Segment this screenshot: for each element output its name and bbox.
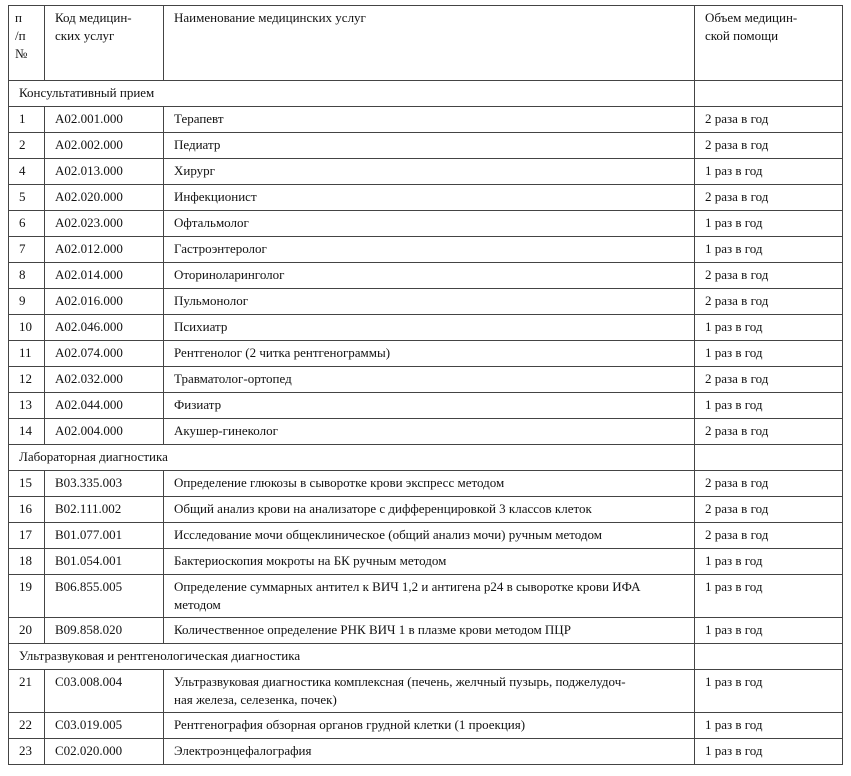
cell-code: A02.002.000 [45,133,164,159]
cell-num: 5 [9,185,45,211]
cell-code: A02.032.000 [45,367,164,393]
cell-volume: 2 раза в год [695,289,843,315]
section-empty-cell [695,445,843,471]
cell-num: 18 [9,549,45,575]
table-row [9,107,843,133]
cell-num: 10 [9,315,45,341]
cell-num: 14 [9,419,45,445]
cell-name: Хирург [164,159,695,185]
cell-volume: 1 раз в год [695,315,843,341]
section-row [9,81,843,107]
table-row [9,185,843,211]
cell-name: Психиатр [164,315,695,341]
section-empty-cell [695,644,843,670]
table-row [9,618,843,644]
table-row [9,341,843,367]
cell-num: 9 [9,289,45,315]
cell-name: Акушер-гинеколог [164,419,695,445]
cell-name: Определение глюкозы в сыворотке крови экспресс методом [164,471,695,497]
cell-num: 20 [9,618,45,644]
cell-volume: 1 раз в год [695,341,843,367]
cell-volume: 2 раза в год [695,263,843,289]
header-name: Наименование медицинских услуг [164,6,695,81]
cell-name: Ультразвуковая диагностика комплексная (печень, желчный пузырь, поджелудоч- ная железа, селезенка, почек) [164,670,695,713]
table-row [9,471,843,497]
section-title: Лабораторная диагностика [9,445,695,471]
table-row [9,211,843,237]
cell-name: Количественное определение РНК ВИЧ 1 в плазме крови методом ПЦР [164,618,695,644]
section-title: Ультразвуковая и рентгенологическая диагностика [9,644,695,670]
cell-volume: 2 раза в год [695,419,843,445]
cell-volume: 1 раз в год [695,393,843,419]
cell-num: 12 [9,367,45,393]
cell-volume: 2 раза в год [695,523,843,549]
cell-num: 13 [9,393,45,419]
cell-code: A02.012.000 [45,237,164,263]
table-row [9,367,843,393]
cell-code: A02.074.000 [45,341,164,367]
cell-name: Рентгенолог (2 читка рентгенограммы) [164,341,695,367]
cell-code: B03.335.003 [45,471,164,497]
table-row [9,497,843,523]
header-num: п /п № [9,6,45,81]
cell-name: Гастроэнтеролог [164,237,695,263]
section-row [9,644,843,670]
table-row [9,419,843,445]
cell-name: Бактериоскопия мокроты на БК ручным методом [164,549,695,575]
cell-num: 4 [9,159,45,185]
cell-volume: 1 раз в год [695,618,843,644]
cell-name: Терапевт [164,107,695,133]
cell-code: B01.054.001 [45,549,164,575]
cell-code: A02.001.000 [45,107,164,133]
cell-num: 21 [9,670,45,713]
cell-num: 1 [9,107,45,133]
table-row [9,549,843,575]
cell-volume: 2 раза в год [695,497,843,523]
cell-code: A02.016.000 [45,289,164,315]
cell-code: A02.013.000 [45,159,164,185]
cell-volume: 1 раз в год [695,549,843,575]
cell-volume: 1 раз в год [695,670,843,713]
section-row [9,445,843,471]
table-row [9,133,843,159]
cell-code: A02.044.000 [45,393,164,419]
cell-num: 6 [9,211,45,237]
cell-num: 11 [9,341,45,367]
cell-num: 17 [9,523,45,549]
cell-code: A02.004.000 [45,419,164,445]
cell-name: Оториноларинголог [164,263,695,289]
cell-name: Инфекционист [164,185,695,211]
cell-volume: 1 раз в год [695,211,843,237]
cell-code: B09.858.020 [45,618,164,644]
cell-code: A02.023.000 [45,211,164,237]
table-row [9,575,843,618]
cell-code: C02.020.000 [45,739,164,765]
table-row [9,315,843,341]
cell-code: B01.077.001 [45,523,164,549]
cell-num: 2 [9,133,45,159]
table-row [9,263,843,289]
table-row [9,670,843,713]
table-row [9,289,843,315]
cell-name: Исследование мочи общеклиническое (общий анализ мочи) ручным методом [164,523,695,549]
cell-volume: 2 раза в год [695,107,843,133]
cell-volume: 2 раза в год [695,133,843,159]
cell-code: C03.008.004 [45,670,164,713]
table-row [9,237,843,263]
cell-code: A02.014.000 [45,263,164,289]
table-row [9,393,843,419]
cell-name: Пульмонолог [164,289,695,315]
section-title: Консультативный прием [9,81,695,107]
table-body [9,81,843,765]
cell-num: 16 [9,497,45,523]
cell-volume: 2 раза в год [695,471,843,497]
cell-num: 8 [9,263,45,289]
table-row [9,739,843,765]
cell-num: 22 [9,713,45,739]
header-row [9,6,843,81]
cell-code: B06.855.005 [45,575,164,618]
cell-num: 19 [9,575,45,618]
cell-name: Физиатр [164,393,695,419]
cell-name: Офтальмолог [164,211,695,237]
header-code: Код медицин- ских услуг [45,6,164,81]
table-row [9,713,843,739]
cell-volume: 2 раза в год [695,367,843,393]
table-row [9,523,843,549]
cell-name: Рентгенография обзорная органов грудной клетки (1 проекция) [164,713,695,739]
cell-name: Определение суммарных антител к ВИЧ 1,2 и антигена p24 в сыворотке крови ИФА методом [164,575,695,618]
header-volume: Объем медицин- ской помощи [695,6,843,81]
cell-name: Электроэнцефалография [164,739,695,765]
cell-name: Травматолог-ортопед [164,367,695,393]
cell-volume: 1 раз в год [695,713,843,739]
cell-volume: 1 раз в год [695,575,843,618]
cell-num: 23 [9,739,45,765]
section-empty-cell [695,81,843,107]
cell-name: Педиатр [164,133,695,159]
table-row [9,159,843,185]
cell-code: C03.019.005 [45,713,164,739]
cell-name: Общий анализ крови на анализаторе с дифференцировкой 3 классов клеток [164,497,695,523]
cell-num: 7 [9,237,45,263]
cell-code: A02.046.000 [45,315,164,341]
cell-volume: 1 раз в год [695,159,843,185]
cell-code: A02.020.000 [45,185,164,211]
cell-volume: 1 раз в год [695,237,843,263]
cell-volume: 1 раз в год [695,739,843,765]
services-table [8,5,843,765]
cell-num: 15 [9,471,45,497]
cell-code: B02.111.002 [45,497,164,523]
cell-volume: 2 раза в год [695,185,843,211]
